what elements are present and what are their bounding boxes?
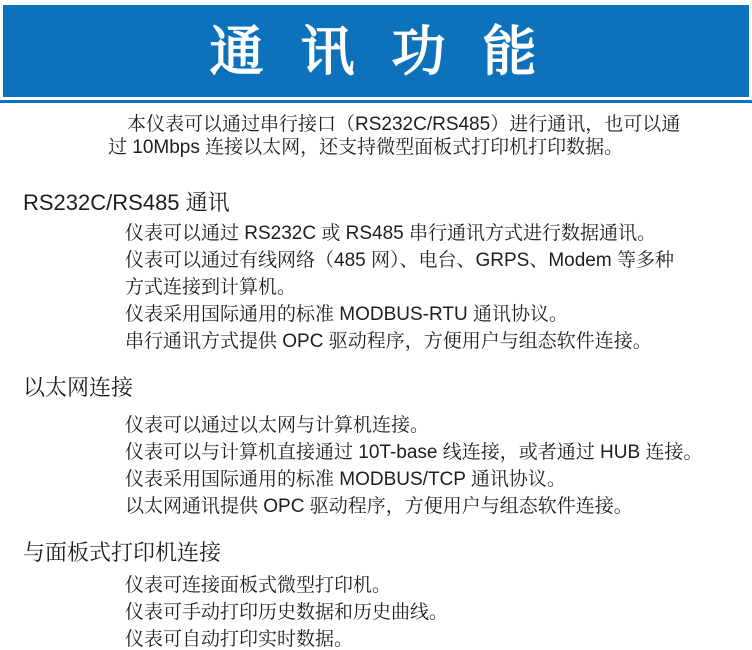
body-line: 仪表采用国际通用的标准 MODBUS/TCP 通讯协议。	[125, 469, 566, 490]
intro-line: 过 10Mbps 连接以太网，还支持微型面板式打印机打印数据。	[108, 137, 624, 158]
section-body-rs232c-rs485	[125, 220, 750, 355]
section-body-ethernet	[125, 412, 750, 520]
body-line: 仪表可手动打印历史数据和历史曲线。	[125, 602, 449, 623]
section-heading-rs232c-rs485: RS232C/RS485 通讯	[23, 190, 230, 215]
body-line: 仪表可以通过以太网与计算机连接。	[125, 415, 430, 436]
page-title: 通 讯 功 能	[209, 22, 543, 82]
body-line: 仪表可自动打印实时数据。	[125, 629, 354, 650]
body-line: 串行通讯方式提供 OPC 驱动程序，方便用户与组态软件连接。	[125, 331, 652, 352]
header-banner	[3, 5, 749, 97]
body-line: 以太网通讯提供 OPC 驱动程序，方便用户与组态软件连接。	[125, 496, 633, 517]
body-line: 方式连接到计算机。	[125, 277, 297, 298]
body-line: 仪表采用国际通用的标准 MODBUS-RTU 通讯协议。	[125, 304, 568, 325]
body-line: 仪表可以通过有线网络（485 网）、电台、GRPS、Modem 等多种	[125, 250, 674, 271]
body-line: 仪表可以通过 RS232C 或 RS485 串行通讯方式进行数据通讯。	[125, 223, 657, 244]
section-heading-ethernet: 以太网连接	[23, 375, 134, 400]
intro-paragraph	[108, 113, 738, 159]
body-line: 仪表可以与计算机直接通过 10T-base 线连接，或者通过 HUB 连接。	[125, 442, 703, 463]
section-body-panel-printer	[125, 572, 750, 650]
body-line: 仪表可连接面板式微型打印机。	[125, 575, 392, 596]
header-divider-rule	[0, 100, 752, 103]
intro-line: 本仪表可以通过串行接口（RS232C/RS485）进行通讯，也可以通	[127, 114, 681, 135]
section-heading-panel-printer: 与面板式打印机连接	[23, 540, 222, 565]
